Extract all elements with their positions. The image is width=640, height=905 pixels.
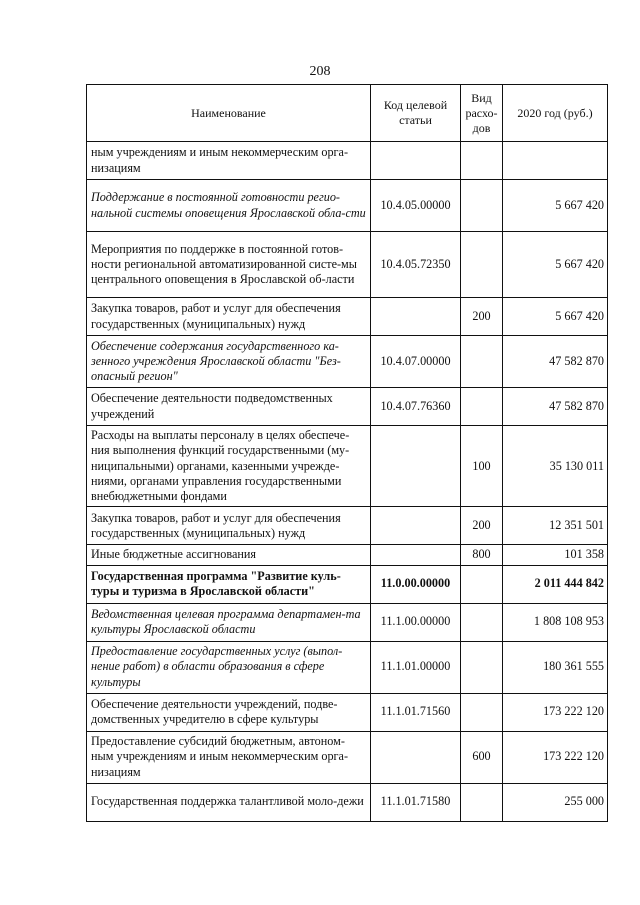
table-row (87, 507, 608, 545)
row-amount-cell: 5 667 420 (503, 180, 608, 232)
row-type-cell: 100 (461, 426, 503, 507)
row-code-cell: 10.4.07.76360 (371, 388, 461, 426)
row-code-cell (371, 731, 461, 783)
header-name: Наименование (87, 85, 371, 142)
table-row (87, 783, 608, 821)
row-amount-cell: 5 667 420 (503, 298, 608, 336)
row-name-cell: Предоставление субсидий бюджетным, автоном-ным учреждениям и иным некоммерческим орга-низациям (87, 731, 371, 783)
row-name-cell: Обеспечение содержания государственного ка-зенного учреждения Ярославской области "Без-опасный регион" (87, 336, 371, 388)
row-code-cell (371, 507, 461, 545)
row-type-cell (461, 603, 503, 641)
row-amount-cell: 47 582 870 (503, 336, 608, 388)
row-name-cell: Мероприятия по поддержке в постоянной готов-ности региональной автоматизированной систе-мы центрального оповещения в Ярославской об-ласти (87, 232, 371, 298)
row-name-cell: Поддержание в постоянной готовности регио-нальной системы оповещения Ярославской обла-сти (87, 180, 371, 232)
row-code-cell (371, 298, 461, 336)
table-row (87, 545, 608, 565)
row-name-cell: Обеспечение деятельности учреждений, подве-домственных учредителю в сфере культуры (87, 693, 371, 731)
table-row (87, 388, 608, 426)
header-row (87, 85, 608, 142)
table-row (87, 298, 608, 336)
row-type-cell (461, 693, 503, 731)
row-code-cell: 11.1.01.71580 (371, 783, 461, 821)
table-body (87, 142, 608, 822)
row-type-cell (461, 142, 503, 180)
row-type-cell (461, 336, 503, 388)
row-type-cell: 600 (461, 731, 503, 783)
row-name-cell: Ведомственная целевая программа департамен-та культуры Ярославской области (87, 603, 371, 641)
row-amount-cell: 173 222 120 (503, 693, 608, 731)
table-row (87, 142, 608, 180)
table-row (87, 180, 608, 232)
row-type-cell: 800 (461, 545, 503, 565)
row-type-cell (461, 180, 503, 232)
page-number: 208 (309, 64, 331, 79)
row-code-cell: 11.1.01.00000 (371, 641, 461, 693)
table-row (87, 336, 608, 388)
row-amount-cell: 101 358 (503, 545, 608, 565)
row-amount-cell: 35 130 011 (503, 426, 608, 507)
row-code-cell: 10.4.05.72350 (371, 232, 461, 298)
table-row (87, 693, 608, 731)
row-name-cell: Государственная программа "Развитие куль-туры и туризма в Ярославской области" (87, 565, 371, 603)
row-code-cell: 10.4.07.00000 (371, 336, 461, 388)
row-amount-cell: 173 222 120 (503, 731, 608, 783)
row-code-cell: 10.4.05.00000 (371, 180, 461, 232)
row-amount-cell: 255 000 (503, 783, 608, 821)
row-name-cell: Закупка товаров, работ и услуг для обеспечения государственных (муниципальных) нужд (87, 507, 371, 545)
table-row (87, 603, 608, 641)
table-row (87, 426, 608, 507)
table-row (87, 731, 608, 783)
row-amount-cell: 12 351 501 (503, 507, 608, 545)
row-name-cell: Обеспечение деятельности подведомственных учреждений (87, 388, 371, 426)
table-row (87, 232, 608, 298)
row-amount-cell (503, 142, 608, 180)
row-code-cell (371, 426, 461, 507)
row-code-cell: 11.1.00.00000 (371, 603, 461, 641)
row-type-cell (461, 641, 503, 693)
table-row (87, 641, 608, 693)
row-name-cell: Закупка товаров, работ и услуг для обеспечения государственных (муниципальных) нужд (87, 298, 371, 336)
row-amount-cell: 47 582 870 (503, 388, 608, 426)
row-name-cell: ным учреждениям и иным некоммерческим орга-низациям (87, 142, 371, 180)
row-type-cell: 200 (461, 298, 503, 336)
row-amount-cell: 1 808 108 953 (503, 603, 608, 641)
row-amount-cell: 180 361 555 (503, 641, 608, 693)
table-row (87, 565, 608, 603)
header-code: Код целевой статьи (371, 85, 461, 142)
table-header (87, 85, 608, 142)
row-code-cell (371, 142, 461, 180)
row-type-cell: 200 (461, 507, 503, 545)
row-code-cell (371, 545, 461, 565)
row-type-cell (461, 232, 503, 298)
header-type: Вид расхо-дов (461, 85, 503, 142)
row-name-cell: Расходы на выплаты персоналу в целях обеспече-ния выполнения функций государственными (му-ниципальными) органами, казенными учрежде-ниями, органами управления государственными внебюджетными фондами (87, 426, 371, 507)
row-code-cell: 11.0.00.00000 (371, 565, 461, 603)
header-amount: 2020 год (руб.) (503, 85, 608, 142)
row-type-cell (461, 783, 503, 821)
budget-table (86, 84, 608, 822)
row-amount-cell: 2 011 444 842 (503, 565, 608, 603)
row-name-cell: Государственная поддержка талантливой моло-дежи (87, 783, 371, 821)
row-amount-cell: 5 667 420 (503, 232, 608, 298)
row-code-cell: 11.1.01.71560 (371, 693, 461, 731)
row-name-cell: Предоставление государственных услуг (выпол-нение работ) в области образования в сфере культуры (87, 641, 371, 693)
row-type-cell (461, 388, 503, 426)
row-type-cell (461, 565, 503, 603)
row-name-cell: Иные бюджетные ассигнования (87, 545, 371, 565)
